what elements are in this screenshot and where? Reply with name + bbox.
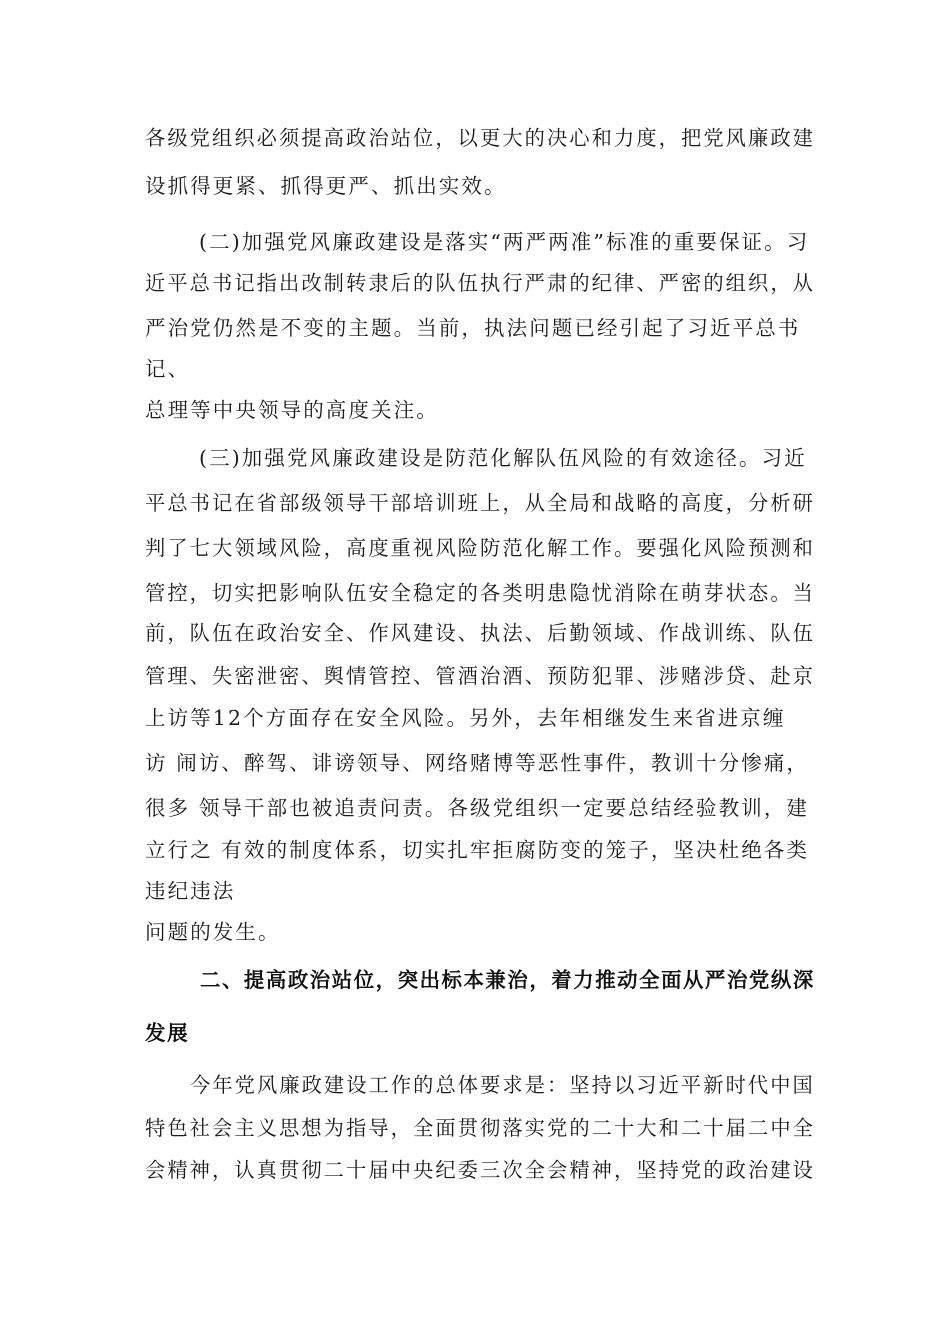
- paragraph-line: 严治党仍然是不变的主题。当前，执法问题已经引起了习近平总书: [145, 316, 801, 340]
- paragraph-line: 总理等中央领导的高度关注。: [145, 398, 439, 422]
- paragraph-line: 立行之 有效的制度体系，切实扎牢拒腐防变的笼子，坚决杜绝各类: [145, 838, 810, 862]
- paragraph-line: 平总书记在省部级领导干部培训班上，从全局和战略的高度，分析研: [145, 491, 815, 515]
- paragraph-line: 上访等12个方面存在安全风险。另外，去年相继发生来省进京缠: [145, 706, 786, 730]
- paragraph-line: 会精神，认真贯彻二十届中央纪委三次全会精神，坚持党的政治建设: [145, 1158, 815, 1182]
- paragraph-line: 管理、失密泄密、舆情管控、管酒治酒、预防犯罪、涉赌涉贷、赴京: [145, 664, 815, 688]
- paragraph-line: (二)加强党风廉政建设是落实“两严两准”标准的重要保证。习: [199, 230, 810, 254]
- paragraph-line: 各级党组织必须提高政治站位，以更大的决心和力度，把党风廉政建: [145, 126, 815, 150]
- paragraph-line: 近平总书记指出改制转隶后的队伍执行严肃的纪律、严密的组织，从: [145, 271, 815, 295]
- paragraph-line: 设抓得更紧、抓得更严、抓出实效。: [145, 174, 507, 198]
- paragraph-line: 访 闹访、醉驾、诽谤领导、网络赌博等恶性事件，教训十分惨痛，: [145, 751, 810, 775]
- paragraph-line: (三)加强党风廉政建设是防范化解队伍风险的有效途径。习近: [199, 446, 807, 470]
- paragraph-line: 今年党风廉政建设工作的总体要求是：坚持以习近平新时代中国: [190, 1073, 815, 1097]
- paragraph-line: 管控，切实把影响队伍安全稳定的各类明患隐忧消除在萌芽状态。当: [145, 581, 815, 605]
- paragraph-line: 问题的发生。: [145, 920, 281, 944]
- section-heading: 二、提高政治站位，突出标本兼治，着力推动全面从严治党纵深: [200, 968, 815, 992]
- paragraph-line: 很多 领导干部也被追责问责。各级党组织一定要总结经验教训，建: [145, 796, 810, 820]
- paragraph-line: 特色社会主义思想为指导，全面贯彻落实党的二十大和二十届二中全: [145, 1116, 815, 1140]
- paragraph-line: 记、: [145, 357, 191, 381]
- paragraph-line: 前，队伍在政治安全、作风建设、执法、后勤领域、作战训练、队伍: [145, 621, 815, 645]
- section-heading-continued: 发展: [145, 1021, 190, 1045]
- paragraph-line: 违纪违法: [145, 879, 236, 903]
- paragraph-line: 判了七大领域风险，高度重视风险防范化解工作。要强化风险预测和: [145, 536, 815, 560]
